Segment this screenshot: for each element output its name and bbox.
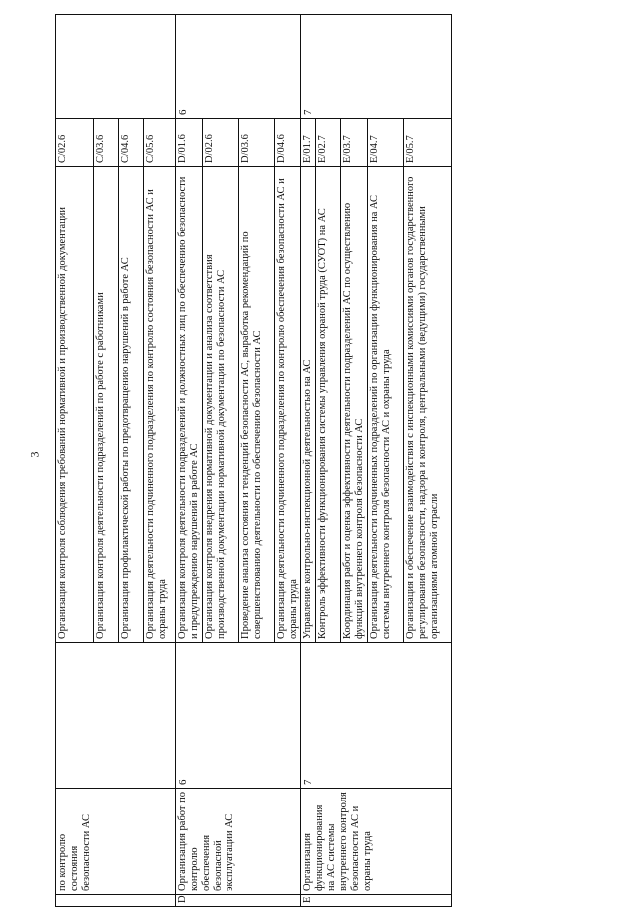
function-code: E/01.7 bbox=[301, 119, 316, 167]
function-code: С/05.6 bbox=[144, 119, 176, 167]
sub-qualification-level: 7 bbox=[301, 15, 452, 119]
labor-function: Координация работ и оценка эффективности деятельности подразделений АС по осуществлению функций внутреннего контроля безопасности АС bbox=[341, 167, 368, 643]
labor-function: Организация контроля деятельности подразделений по работе с работниками bbox=[94, 167, 119, 643]
function-code: D/01.6 bbox=[176, 119, 203, 167]
qualification-level bbox=[56, 643, 176, 789]
labor-function: Организация контроля внедрения нормативной документации и анализа соответствия производственной документации нормативной документации по безопасности АС bbox=[202, 167, 238, 643]
labor-function: Организация профилактической работы по предотвращению нарушений в работе АС bbox=[119, 167, 144, 643]
page-number: 3 bbox=[27, 451, 42, 458]
labor-function: Организация деятельности подчиненного подразделения по контролю обеспечения безопасности АС и охраны труда bbox=[274, 167, 301, 643]
sub-qualification-level bbox=[56, 15, 176, 119]
function-code: E/05.7 bbox=[404, 119, 452, 167]
table-row bbox=[301, 15, 316, 907]
labor-function: Организация контроля соблюдения требований нормативной и производственной документации bbox=[56, 167, 94, 643]
function-group-name: по контролю состояния безопасности АС bbox=[56, 789, 176, 895]
function-code: E/03.7 bbox=[341, 119, 368, 167]
function-code: С/02.6 bbox=[56, 119, 94, 167]
qualification-level: 7 bbox=[301, 643, 452, 789]
labor-function: Организация деятельности подчиненных подразделений по организации функционирования на АС системы внутреннего контроля безопасности АС и охраны труда bbox=[368, 167, 404, 643]
function-code: D/04.6 bbox=[274, 119, 301, 167]
function-code: D/03.6 bbox=[238, 119, 274, 167]
function-code: E/02.7 bbox=[316, 119, 341, 167]
sub-qualification-level: 6 bbox=[176, 15, 301, 119]
labor-function: Контроль эффективности функционирования системы управления охраной труда (СУОТ) на АС bbox=[316, 167, 341, 643]
labor-function: Управление контрольно-инспекционной деятельностью на АС bbox=[301, 167, 316, 643]
function-code: D/02.6 bbox=[202, 119, 238, 167]
functions-table bbox=[55, 14, 452, 907]
labor-function: Проведение анализа состояния и тенденций безопасности АС, выработка рекомендаций по совершенствованию деятельности по обеспечению безопасности АС bbox=[238, 167, 274, 643]
function-code: С/03.6 bbox=[94, 119, 119, 167]
function-code: С/04.6 bbox=[119, 119, 144, 167]
letter-cell: E bbox=[301, 895, 452, 907]
labor-function: Организация контроля деятельности подразделений и должностных лиц по обеспечению безопасности и предупреждению нарушений в работе АС bbox=[176, 167, 203, 643]
labor-function: Организация деятельности подчиненного подразделения по контролю состояния безопасности АС и охраны труда bbox=[144, 167, 176, 643]
qualification-level: 6 bbox=[176, 643, 301, 789]
table-row bbox=[176, 15, 203, 907]
labor-function: Организация и обеспечение взаимодействия с инспекционными комиссиями органов государственного регулирования безопасности, надзора и контроля, центральными (ведущими) государственными организациями атомной отрасли bbox=[404, 167, 452, 643]
rotated-table-stage bbox=[55, 15, 440, 907]
table-row bbox=[56, 15, 94, 907]
function-group-name: Организация функционирования на АС системы внутреннего контроля безопасности АС и охраны труда bbox=[301, 789, 452, 895]
function-code: E/04.7 bbox=[368, 119, 404, 167]
letter-cell: D bbox=[176, 895, 301, 907]
function-group-name: Организация работ по контролю обеспечения безопасной эксплуатации АС bbox=[176, 789, 301, 895]
